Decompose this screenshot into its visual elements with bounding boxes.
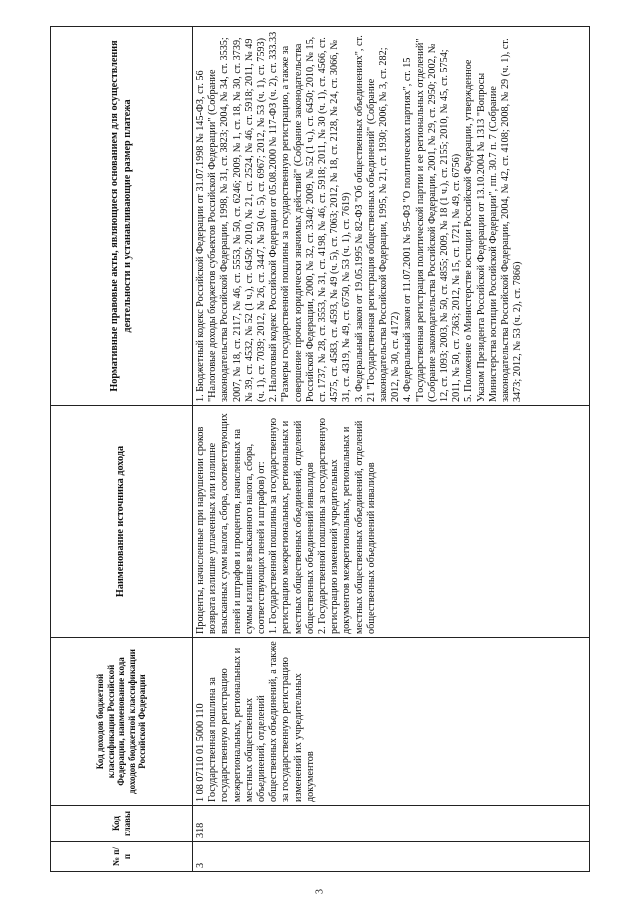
rotated-table-wrapper [50,27,590,872]
act-item: 1. Бюджетный кодекс Российской Федерации от 31.07.1998 № 145-ФЗ, ст. 56 "Налоговые доходы бюджетов субъектов Российской Федерации" (Собрание законодательства Российской Федерации, 1998, № 31, ст. 3823; 2004, № 34, ст. 3535; 2007, № 18, ст. 2117, № 46, ст. 5553, № 50, ст. 6246; 2009, № 1, ст. 18, № 30, ст. 3739, № 39, ст. 4532, № 52 (1 ч.), ст. 6450; 2010, № 21, ст. 2524, № 46, ст. 5918; 2011, № 49 (ч. 1), ст. 7039; 2012, № 26, ст. 3447, № 50 (ч. 5), ст. 6967; 2012, № 53 (ч. 1), ст. 7593) [195,37,268,402]
header-num: № п/п [51,841,193,871]
revenue-table [50,26,590,872]
act-item: 5. Положение о Министерстве юстиции Российской Федерации, утвержденное Указом Президента Российской Федерации от 13.10.2004 № 1313 "Вопросы Министерства юстиции Российской Федерации", пп. 30.7 п. 7 (Собрание законодательства Российской Федерации, 2004, № 42, ст. 4108; 2008, № 29 (ч. 1), ст. 3473; 2012, № 53 (ч. 2), ст. 7866) [463,38,524,402]
row-num: 3 [193,841,590,871]
header-source-name: Наименование источника дохода [51,405,193,637]
source-item: 2. Государственной пошлины за государственную регистрацию изменений учредительных документов межрегиональных, региональных и местных общественных объединений, отделений общественных объединений инвалидов [317,417,377,634]
row-source-cell [193,405,590,637]
source-item: Проценты, начисленные при нарушении сроков возврата излишне уплаченных или излишне взысканных сумм налога, сбора, соответствующих пеней и штрафов и процентов, начисленных на суммы излишне взысканного налога, сбора, соответствующих пеней и штрафов) от: [195,413,268,634]
income-code: 1 08 07110 01 5000 110 [195,703,206,802]
act-item: 2. Налоговый кодекс Российской Федерации от 05.08.2000 № 117-ФЗ (ч. 2), ст. 333.33 "Размеры государственной пошлины за государственную регистрацию, а также за совершение прочих юридически значимых действий" (Собрание законодательства Российской Федерации, 2000, № 32, ст. 3340; 2009, № 52 (1 ч.), ст. 6450; 2010, № 15, ст. 1737, № 28, ст. 3553, № 31, ст. 4198, № 46, ст. 5918; 2011, № 30 (ч. 1), ст. 4566, ст. 4575, ст. 4583, ст. 4593, № 49 (ч. 5), ст. 7063; 2012, № 18, ст. 2128, № 24, ст. 3066, № 31, ст. 4319, № 49, ст. 6750, № 53 (ч. 1), ст. 7619) [268,31,353,402]
row-chapter-code: 318 [193,805,590,841]
header-normative-acts: Нормативные правовые акты, являющиеся основанием для осуществления деятельности и устанавливающие размер платежа [51,26,193,405]
act-item: 3. Федеральный закон от 19.05.1995 № 82-ФЗ "Об общественных объединениях", ст. 21 "Государственная регистрация общественных объединений" (Собрание законодательства Российской Федерации, 1995, № 21, ст. 1930; 2006, № 3, ст. 282; 2012, № 30, ст. 4172) [353,35,402,402]
page-number: 3 [314,889,326,894]
header-chapter-code: Код главы [51,805,193,841]
header-income-code: Код доходов бюджетной классификации Российской Федерации, наименование кода доходов бюджетной классификации Российской Федерации [51,637,193,805]
row-acts-cell [193,26,590,405]
income-name: Государственная пошлина за государственную регистрацию межрегиональных, региональных и местных общественных объединений, отделений общественных объединений, а также за государственную регистрацию изменений их учредительных документов [207,641,316,802]
row-income-cell [193,637,590,805]
source-item: 1. Государственной пошлины за государственную регистрацию межрегиональных, региональных и местных общественных объединений, отделений общественных объединений инвалидов [268,417,316,634]
act-item: 4. Федеральный закон от 11.07.2001 № 95-ФЗ "О политических партиях", ст. 15 "Государственная регистрация политической партии и ее региональных отделений" (Собрание законодательства Российской Федерации, 2001, № 29, ст. 2950; 2002, № 12, ст. 1093; 2003, № 50, ст. 4855; 2009, № 18 (1 ч.), ст. 2155; 2010, № 45, ст. 5754; 2011, № 50, ст. 7363; 2012, № 15, ст. 1721, № 49, ст. 6756) [402,38,463,402]
